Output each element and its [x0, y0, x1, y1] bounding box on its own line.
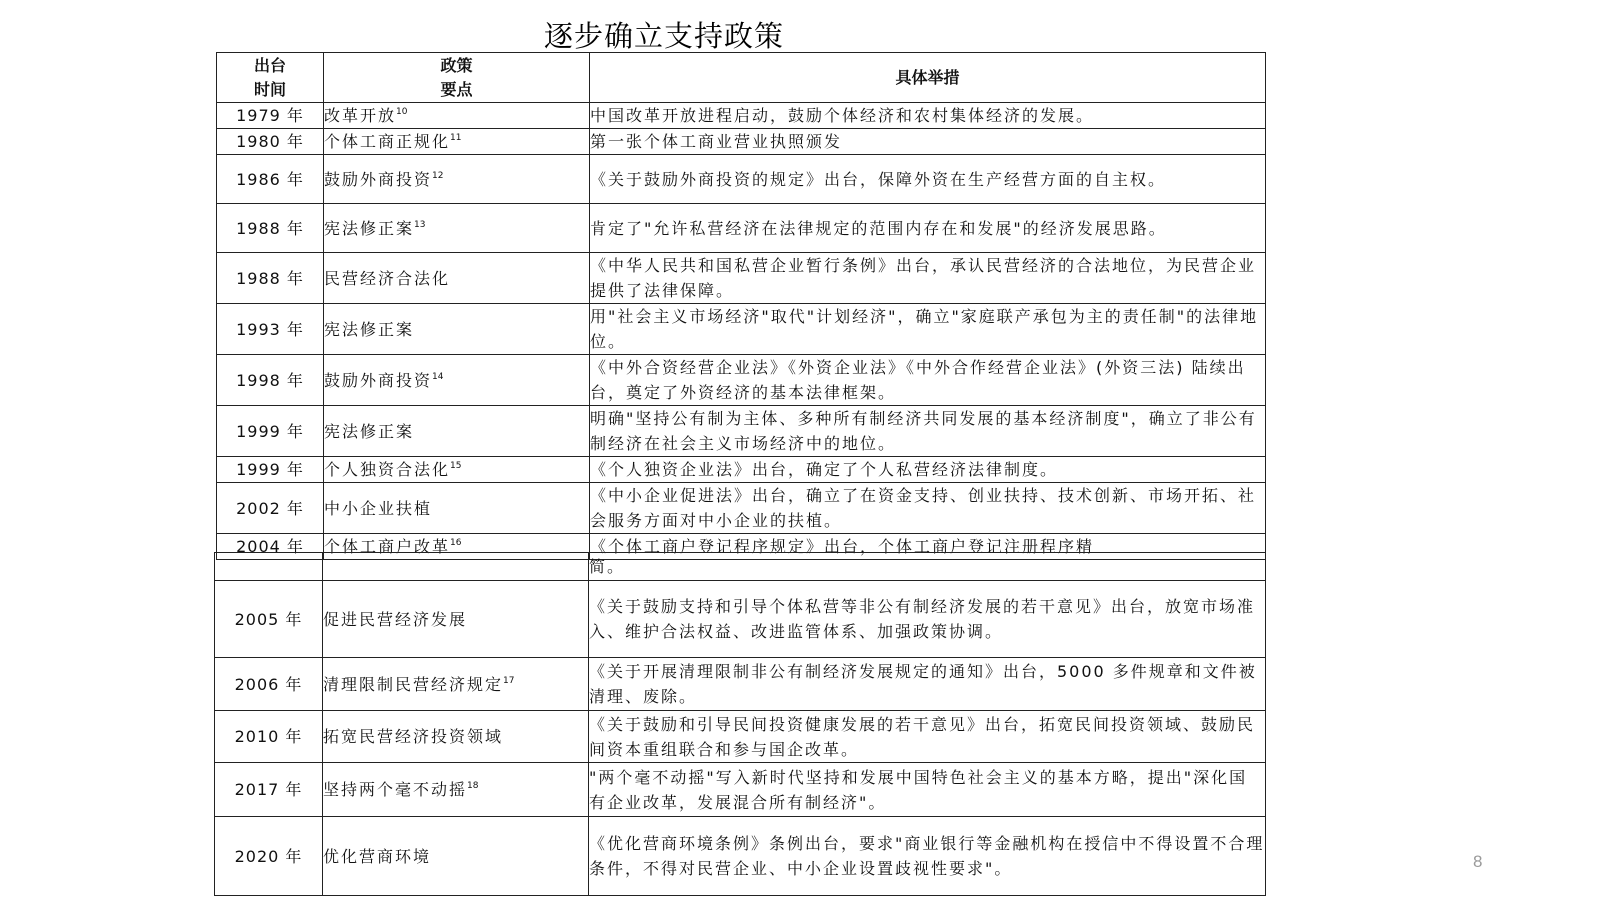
policy-point-text: 中小企业扶植 — [324, 498, 433, 518]
row-policy-point — [324, 304, 590, 355]
policy-point-text: 鼓励外商投资 — [324, 370, 433, 390]
policy-point-text: 宪法修正案 — [324, 421, 415, 441]
row-detail: 《优化营商环境条例》条例出台，要求"商业银行等金融机构在授信中不得设置不合理条件，不得对民营企业、中小企业设置歧视性要求"。 — [589, 817, 1266, 896]
footnote-marker: 18 — [467, 781, 479, 791]
table-row — [217, 103, 1266, 129]
footnote-marker: 13 — [414, 219, 426, 230]
footnote-marker: 12 — [432, 170, 444, 181]
policy-point-text: 个体工商户改革 — [324, 537, 451, 556]
footnote-marker: 16 — [450, 538, 462, 548]
policy-point-text: 鼓励外商投资 — [324, 169, 433, 189]
row-detail: 《关于鼓励支持和引导个体私营等非公有制经济发展的若干意见》出台，放宽市场准入、维护合法权益、改进监管体系、加强政策协调。 — [589, 581, 1266, 658]
row-year: 1980 年 — [217, 129, 324, 155]
policy-table — [216, 52, 1266, 560]
row-detail: 《个体工商户登记程序规定》出台，个体工商户登记注册程序精 — [590, 534, 1266, 560]
row-year: 1993 年 — [217, 304, 324, 355]
table-row — [217, 406, 1266, 457]
header-detail: 具体举措 — [590, 53, 1266, 103]
row-policy-point — [323, 553, 589, 581]
footnote-marker: 17 — [503, 675, 515, 686]
table-row — [217, 253, 1266, 304]
row-year: 2005 年 — [215, 581, 323, 658]
row-policy-point — [324, 457, 590, 483]
row-year: 2020 年 — [215, 817, 323, 896]
row-policy-point — [324, 155, 590, 204]
row-policy-point — [323, 658, 589, 711]
table-row — [215, 581, 1266, 658]
table-row — [217, 155, 1266, 204]
row-detail: 《关于开展清理限制非公有制经济发展规定的通知》出台，5000 多件规章和文件被清理、废除。 — [589, 658, 1266, 711]
row-detail: "两个毫不动摇"写入新时代坚持和发展中国特色社会主义的基本方略，提出"深化国有企业改革，发展混合所有制经济"。 — [589, 763, 1266, 817]
policy-point-text: 优化营商环境 — [323, 846, 432, 866]
row-detail: 《中小企业促进法》出台，确立了在资金支持、创业扶持、技术创新、市场开拓、社会服务方面对中小企业的扶植。 — [590, 483, 1266, 534]
row-year: 2004 年 — [217, 534, 324, 560]
row-year: 1979 年 — [217, 103, 324, 129]
footnote-marker: 10 — [396, 107, 408, 117]
row-policy-point — [324, 406, 590, 457]
table-row — [215, 763, 1266, 817]
row-year: 1988 年 — [217, 204, 324, 253]
row-year: 1988 年 — [217, 253, 324, 304]
header-point-line1: 政策 — [440, 55, 473, 75]
row-policy-point — [323, 711, 589, 763]
row-detail: 中国改革开放进程启动，鼓励个体经济和农村集体经济的发展。 — [590, 103, 1266, 129]
footnote-marker: 14 — [432, 371, 444, 382]
table-header-row — [217, 53, 1266, 103]
policy-table-continued — [214, 552, 1266, 896]
row-detail: 《个人独资企业法》出台，确定了个人私营经济法律制度。 — [590, 457, 1266, 483]
row-year: 1999 年 — [217, 406, 324, 457]
policy-point-text: 个人独资合法化 — [324, 460, 451, 479]
row-policy-point — [324, 103, 590, 129]
header-time-line1: 出台 — [253, 55, 286, 75]
row-year: 2010 年 — [215, 711, 323, 763]
row-detail: 《中外合资经营企业法》《外资企业法》《中外合作经营企业法》(外资三法) 陆续出台，奠定了外资经济的基本法律框架。 — [590, 355, 1266, 406]
row-detail: 《关于鼓励和引导民间投资健康发展的若干意见》出台，拓宽民间投资领域、鼓励民间资本重组联合和参与国企改革。 — [589, 711, 1266, 763]
table-row — [217, 457, 1266, 483]
row-detail: 用"社会主义市场经济"取代"计划经济"，确立"家庭联产承包为主的责任制"的法律地位。 — [590, 304, 1266, 355]
row-detail: 第一张个体工商业营业执照颁发 — [590, 129, 1266, 155]
row-year: 2002 年 — [217, 483, 324, 534]
row-policy-point — [324, 129, 590, 155]
row-policy-point — [323, 817, 589, 896]
policy-point-text: 坚持两个毫不动摇 — [323, 780, 468, 799]
row-policy-point — [324, 204, 590, 253]
policy-point-text: 清理限制民营经济规定 — [323, 674, 504, 694]
table-row — [215, 817, 1266, 896]
row-year: 1998 年 — [217, 355, 324, 406]
row-policy-point — [324, 253, 590, 304]
row-year: 2006 年 — [215, 658, 323, 711]
row-detail: 肯定了"允许私营经济在法律规定的范围内存在和发展"的经济发展思路。 — [590, 204, 1266, 253]
policy-point-text: 个体工商正规化 — [324, 132, 451, 151]
row-detail: 简。 — [589, 553, 1266, 581]
row-year: 1999 年 — [217, 457, 324, 483]
row-year: 1986 年 — [217, 155, 324, 204]
header-point-line2: 要点 — [440, 79, 473, 99]
table-row — [217, 355, 1266, 406]
table-row — [217, 129, 1266, 155]
row-year: 2017 年 — [215, 763, 323, 817]
slide-title: 逐步确立支持政策 — [544, 19, 785, 53]
row-detail: 《关于鼓励外商投资的规定》出台，保障外资在生产经营方面的自主权。 — [590, 155, 1266, 204]
table-row — [217, 204, 1266, 253]
footnote-marker: 11 — [450, 133, 462, 143]
policy-point-text: 促进民营经济发展 — [323, 609, 468, 629]
row-policy-point — [324, 483, 590, 534]
row-policy-point — [323, 581, 589, 658]
page-number: 8 — [1473, 852, 1483, 871]
row-policy-point — [324, 355, 590, 406]
row-detail: 明确"坚持公有制为主体、多种所有制经济共同发展的基本经济制度"，确立了非公有制经济在社会主义市场经济中的地位。 — [590, 406, 1266, 457]
policy-point-text: 拓宽民营经济投资领域 — [323, 727, 504, 746]
policy-point-text: 宪法修正案 — [324, 319, 415, 339]
row-detail: 《中华人民共和国私营企业暂行条例》出台，承认民营经济的合法地位，为民营企业提供了法律保障。 — [590, 253, 1266, 304]
table-row — [217, 483, 1266, 534]
row-year — [215, 553, 323, 581]
table-row — [217, 304, 1266, 355]
policy-point-text: 民营经济合法化 — [324, 268, 451, 288]
header-policy-point — [324, 53, 590, 103]
policy-point-text: 改革开放 — [324, 106, 397, 125]
table-row — [215, 553, 1266, 581]
header-time — [217, 53, 324, 103]
policy-point-text: 宪法修正案 — [324, 218, 415, 238]
header-time-line2: 时间 — [253, 79, 286, 99]
footnote-marker: 15 — [450, 461, 462, 471]
table-row — [215, 711, 1266, 763]
row-policy-point — [323, 763, 589, 817]
table-row — [215, 658, 1266, 711]
